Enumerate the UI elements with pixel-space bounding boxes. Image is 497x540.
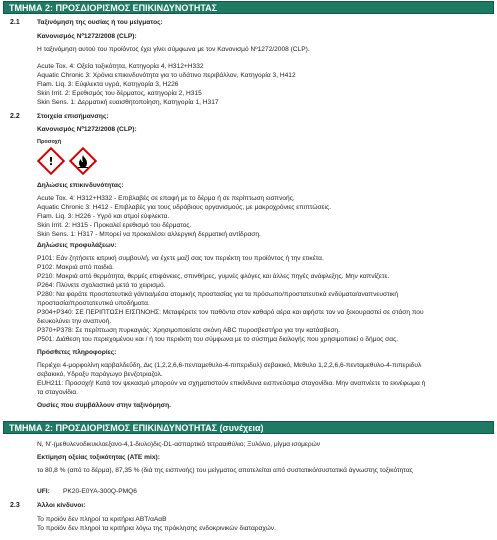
- section-2-1-heading: Ταξινόμηση της ουσίας ή του μείγματος:: [37, 19, 163, 26]
- additional-information-heading: Πρόσθετες πληροφορίες:: [37, 349, 117, 356]
- ufi-label: UFI:: [37, 488, 50, 495]
- flame-pictogram-icon: [69, 147, 97, 175]
- clp-regulation-label: Κανονισμός Nº1272/2008 (CLP):: [37, 33, 137, 40]
- additional-information-text: τα σταγονίδια.: [37, 389, 79, 396]
- contributing-substance-text: N, N'-(μεθυλενοδικυκλοεξανο-4,1-διυλο)δις-DL-ασπαρτικό τετρααιθύλιο; Ξυλόλιο, μίγμα ισομερών: [37, 441, 321, 448]
- ate-mix-text: το 80,8 % (από το δέρμα), 87,35 % (διά της εισπνοής) του μείγματος αποτελείται από συστατικό/συστατικά άγνωστης τοξικότητας: [37, 467, 413, 474]
- precautionary-statement: P501: Διάθεση του περιεχομένου και / ή του περιέκτη του σύμφωνα με το σύστημα διαλογής που χρησιμοποιεί ο δήμος σας.: [37, 336, 399, 343]
- classification-item: Skin Irrit. 2: Ερεθισμός του δέρματος, κατηγορία 2, H315: [37, 90, 202, 97]
- precautionary-statements-heading: Δηλώσεις προφυλάξεων:: [37, 242, 117, 249]
- section-2-2-number: 2.2: [10, 113, 20, 120]
- additional-information-text: EUH211: Προσοχή! Κατά τον ψεκασμό μπορούν να σχηματιστούν επικίνδυνα εισπνεύσιμα σταγονίδια. Μην αναπνέετε το εκνέφωμα ή: [37, 380, 426, 387]
- precautionary-statement: προστασία/προστατευτικά υποδήματα.: [37, 300, 150, 307]
- precautionary-statement: διευκολύνει την αναπνοή.: [37, 318, 112, 325]
- section-2-3-number: 2.3: [10, 502, 20, 509]
- ate-mix-heading: Εκτίμηση οξείας τοξικότητας (ATE mix):: [37, 454, 160, 461]
- hazard-statement: Skin Irrit. 2: H315 - Προκαλεί ερεθισμό του δέρματος.: [37, 222, 192, 229]
- precautionary-statement: P280: Να φοράτε προστατευτικά γάντια/μέσα ατομικής προστασίας για τα πρόσωπο/προστατευτικά ενδύματα/αναπνευστική: [37, 291, 399, 298]
- other-hazards-item: Το προϊόν δεν πληροί τα κριτήρια ΑΒΤ/αΑαΒ: [37, 516, 167, 523]
- precautionary-statement: P304+P340: ΣΕ ΠΕΡΙΠΤΩΣΗ ΕΙΣΠΝΟΗΣ: Μεταφέρετε τον παθόντα στον καθαρό αέρα και αφήστε τον να ξεκουραστεί σε στάση που: [37, 309, 424, 316]
- section-2-2-heading: Στοιχεία επισήμανσης:: [37, 113, 109, 120]
- precautionary-statement: P210: Μακριά από θερμότητα, θερμές επιφάνειες, σπινθήρες, γυμνές φλόγες και άλλες πηγές ανάφλεξης. Μην καπνίζετε.: [37, 273, 390, 280]
- classification-item: Flam. Liq. 3: Εύφλεκτα υγρά, Κατηγορία 3, H226: [37, 81, 179, 88]
- section-2-3-heading: Άλλοι κίνδυνοι:: [37, 502, 86, 509]
- section-2-continued-header: ΤΜΗΜΑ 2: ΠΡΟΣΔΙΟΡΙΣΜΟΣ ΕΠΙΚΙΝΔΥΝΟΤΗΤΑΣ (συνέχεια): [3, 421, 494, 434]
- contributing-substances-heading: Ουσίες που συμβάλλουν στην ταξινόμηση.: [37, 402, 172, 409]
- exclamation-mark-pictogram-icon: !: [37, 147, 65, 175]
- flame-icon: [77, 155, 89, 168]
- classification-intro: Η ταξινόμηση αυτού του προϊόντος έχει γίνει σύμφωνα με τον Κανονισμό Nº1272/2008 (CLP).: [37, 46, 310, 53]
- signal-word: Προσοχή: [37, 139, 62, 145]
- hazard-statement: Flam. Liq. 3: H226 - Υγρό και ατμοί εύφλεκτα.: [37, 213, 170, 220]
- hazard-statement: Aquatic Chronic 3: H412 - Επιβλαβές για τους υδρόβιους οργανισμούς, με μακροχρόνιες επιπτώσεις.: [37, 204, 331, 211]
- classification-item: Skin Sens. 1: Δερματική ευαισθητοποίηση, Κατηγορία 1, H317: [37, 99, 219, 106]
- precautionary-statement: P102: Μακριά από παιδιά.: [37, 264, 114, 271]
- precautionary-statement: P370+P378: Σε περίπτωση πυρκαγιάς: Χρησιμοποιείστε σκόνη ABC πυροσβεστήρα για την κατάσβεση.: [37, 327, 340, 334]
- section-2-header: ΤΜΗΜΑ 2: ΠΡΟΣΔΙΟΡΙΣΜΟΣ ΕΠΙΚΙΝΔΥΝΟΤΗΤΑΣ: [3, 1, 494, 14]
- hazard-statement: Acute Tox. 4: H312+H332 - Επιβλαβές σε επαφή με το δέρμα ή σε περίπτωση εισπνοής.: [37, 195, 295, 202]
- hazard-statements-heading: Δηλώσεις επικινδυνότητας:: [37, 182, 124, 189]
- ufi-value: PK20-E0YA-300Q-PMQ6: [63, 488, 137, 495]
- clp-regulation-label: Κανονισμός Nº1272/2008 (CLP):: [37, 126, 137, 133]
- classification-item: Acute Tox. 4: Οξεία τοξικότητα, Κατηγορία 4, H312+H332: [37, 63, 204, 70]
- other-hazards-item: Το προϊόν δεν πληροί τα κριτήρια λόγω της πρόκλησης ενδοκρινικών διαταραχών.: [37, 525, 276, 532]
- hazard-statement: Skin Sens. 1: H317 - Μπορεί να προκαλέσει αλλεργική δερματική αντίδραση.: [37, 231, 261, 238]
- precautionary-statement: P264: Πλύνετε σχολαστικά μετά το χειρισμό.: [37, 282, 166, 289]
- precautionary-statement: P101: Εάν ζητήσετε ιατρική συμβουλή, να έχετε μαζί σας τον περιέκτη του προϊόντος ή την ετικέτα.: [37, 255, 324, 262]
- additional-information-text: Περιέχει 4-μορφολίνη καρβαλδεΰδη, Δις (1,2,2,6,6-πενταμεθυλο-4-πιπεριδυλ) σεβακικό, Μεθυλο 1,2,2,6,6-πενταμεθυλο-4-πιπεριδυλ: [37, 362, 422, 369]
- section-2-1-number: 2.1: [10, 19, 20, 26]
- additional-information-text: σεβακικό, Υδροξυ παράγωγο βενζοτριαζολ.: [37, 371, 163, 378]
- classification-item: Aquatic Chronic 3: Χρόνια επικινδυνότητα για το υδάτινο περιβάλλον, Κατηγορία 3, H412: [37, 72, 296, 79]
